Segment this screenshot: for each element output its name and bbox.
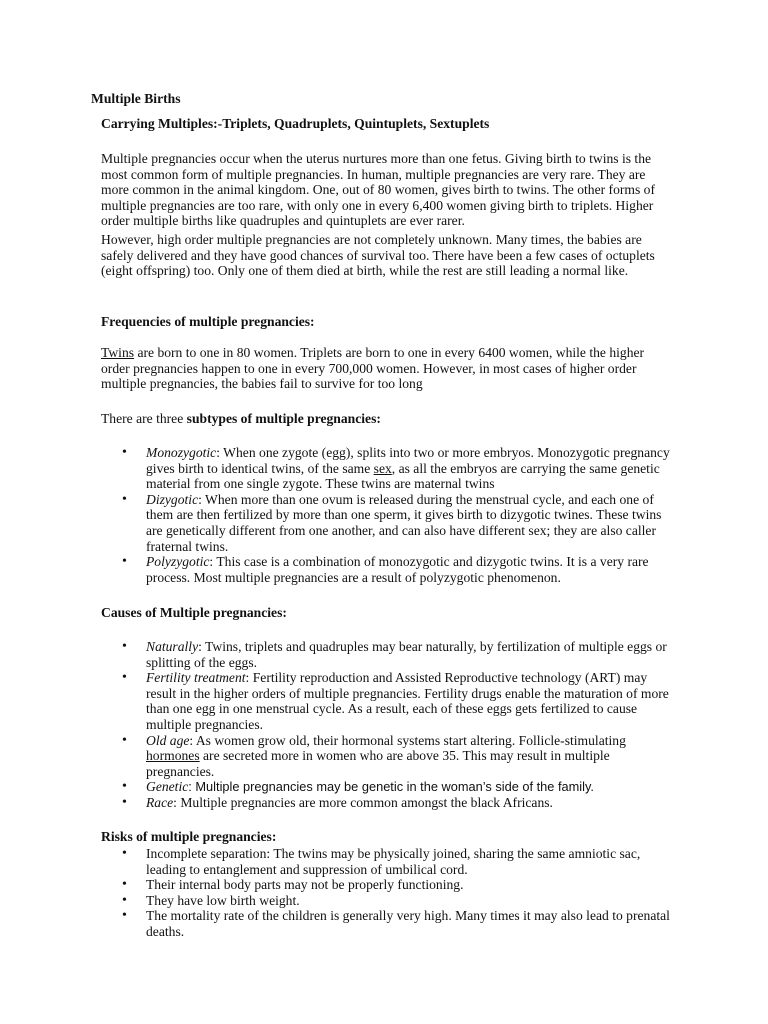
intro-paragraph-1: Multiple pregnancies occur when the uterus nurtures more than one fetus. Giving birth to twins is the most common form of multiple pregnancies. In human, multiple pregnancies are very rare. They are more common in the animal kingdom. One, out of 80 women, gives birth to twins. The other forms of multiple pregnancies are too rare, with only one in every 6,400 women giving birth to triplets. Higher order multiple births like quadruples and quintuplets are ever rarer. [101,151,655,229]
item-text: are secreted more in women who are above 35. This may result in multiple pregnancies. [146,748,610,779]
twins-link[interactable]: Twins [101,345,135,360]
item-text: : Fertility reproduction and Assisted Reproductive technology (ART) may result in the higher orders of multiple pregnancies. Fertility drugs enable the maturation of more than one egg in one menstrual cycle. As a result, each of these eggs gets fertilized to cause multiple pregnancies. [146,670,669,732]
subtitle-heading: Carrying Multiples:-Triplets, Quadruplets, Quintuplets, Sextuplets [101,116,490,131]
list-item: • They have low birth weight. [101,893,671,909]
term-label: Race [146,794,174,810]
list-item: • The mortality rate of the children is generally very high. Many times it may also lead to prenatal deaths. [101,908,671,939]
term-label: Genetic [146,779,189,795]
item-text: : Twins, triplets and quadruples may bear naturally, by fertilization of multiple eggs or splitting of the eggs. [146,639,667,670]
item-text: : Multiple pregnancies may be genetic in the woman’s side of the family. [188,779,594,795]
item-text: : As women grow old, their hormonal systems start altering. Follicle-stimulating [189,732,626,748]
term-label: Dizygotic [146,491,199,507]
list-item: • Their internal body parts may not be properly functioning. [101,877,671,893]
item-text: : When one zygote (egg), splits into two or more embryos. Monozygotic pregnancy gives birth to identical twins, of the same [146,445,670,476]
list-item [101,733,671,780]
risks-list [101,846,671,940]
list-item: • Incomplete separation: The twins may be physically joined, sharing the same amniotic sac, leading to entanglement and suppression of umbilical cord. [101,846,671,877]
list-item [101,670,671,732]
sex-link[interactable]: sex [373,460,392,476]
list-item [101,639,671,670]
frequencies-paragraph [101,345,671,392]
frequencies-heading: Frequencies of multiple pregnancies: [101,314,315,329]
subtypes-list [101,445,671,585]
risks-heading: Risks of multiple pregnancies: [101,829,277,844]
term-label: Naturally [146,639,199,654]
frequencies-text: are born to one in 80 women. Triplets are born to one in every 6400 women, while the higher order pregnancies happen to one in every 700,000 women. However, in most cases of higher order multiple pregnancies, the babies fail to survive for too long [101,345,645,392]
item-text: : This case is a combination of monozygotic and dizygotic twins. It is a very rare process. Most multiple pregnancies are a result of polyzygotic phenomenon. [146,554,649,585]
list-item [101,445,671,492]
item-text: : Multiple pregnancies are more common amongst the black Africans. [173,794,553,810]
causes-list [101,639,671,811]
item-text: , as all the embryos are carrying the same genetic material from one single zygote. These twins are maternal twins [146,460,660,492]
document-title: Multiple Births [91,91,181,106]
causes-heading: Causes of Multiple pregnancies: [101,605,287,620]
list-item [101,554,671,585]
subtypes-intro-bold: subtypes of multiple pregnancies: [186,411,381,426]
subtypes-intro-text: There are three [101,411,187,426]
hormones-link[interactable]: hormones [146,748,200,764]
item-text: : When more than one ovum is released during the menstrual cycle, and each one of them are then fertilized by more than one sperm, it gives birth to dizygotic twines. These twins are genetically different from one another, and can also have different sex; they are also caller fraternal twins. [146,491,662,554]
term-label: Fertility treatment [146,670,246,686]
list-item [101,492,671,554]
term-label: Monozygotic [146,445,217,460]
list-item [101,795,671,811]
subtypes-intro [101,411,671,427]
list-item [101,779,671,795]
term-label: Old age [146,732,190,748]
intro-paragraph-2: However, high order multiple pregnancies are not completely unknown. Many times, the babies are safely delivered and they have good chances of survival too. There have been a few cases of octuplets (eight offspring) too. Only one of them died at birth, while the rest are still leading a normal like. [101,232,655,279]
term-label: Polyzygotic [146,554,210,570]
